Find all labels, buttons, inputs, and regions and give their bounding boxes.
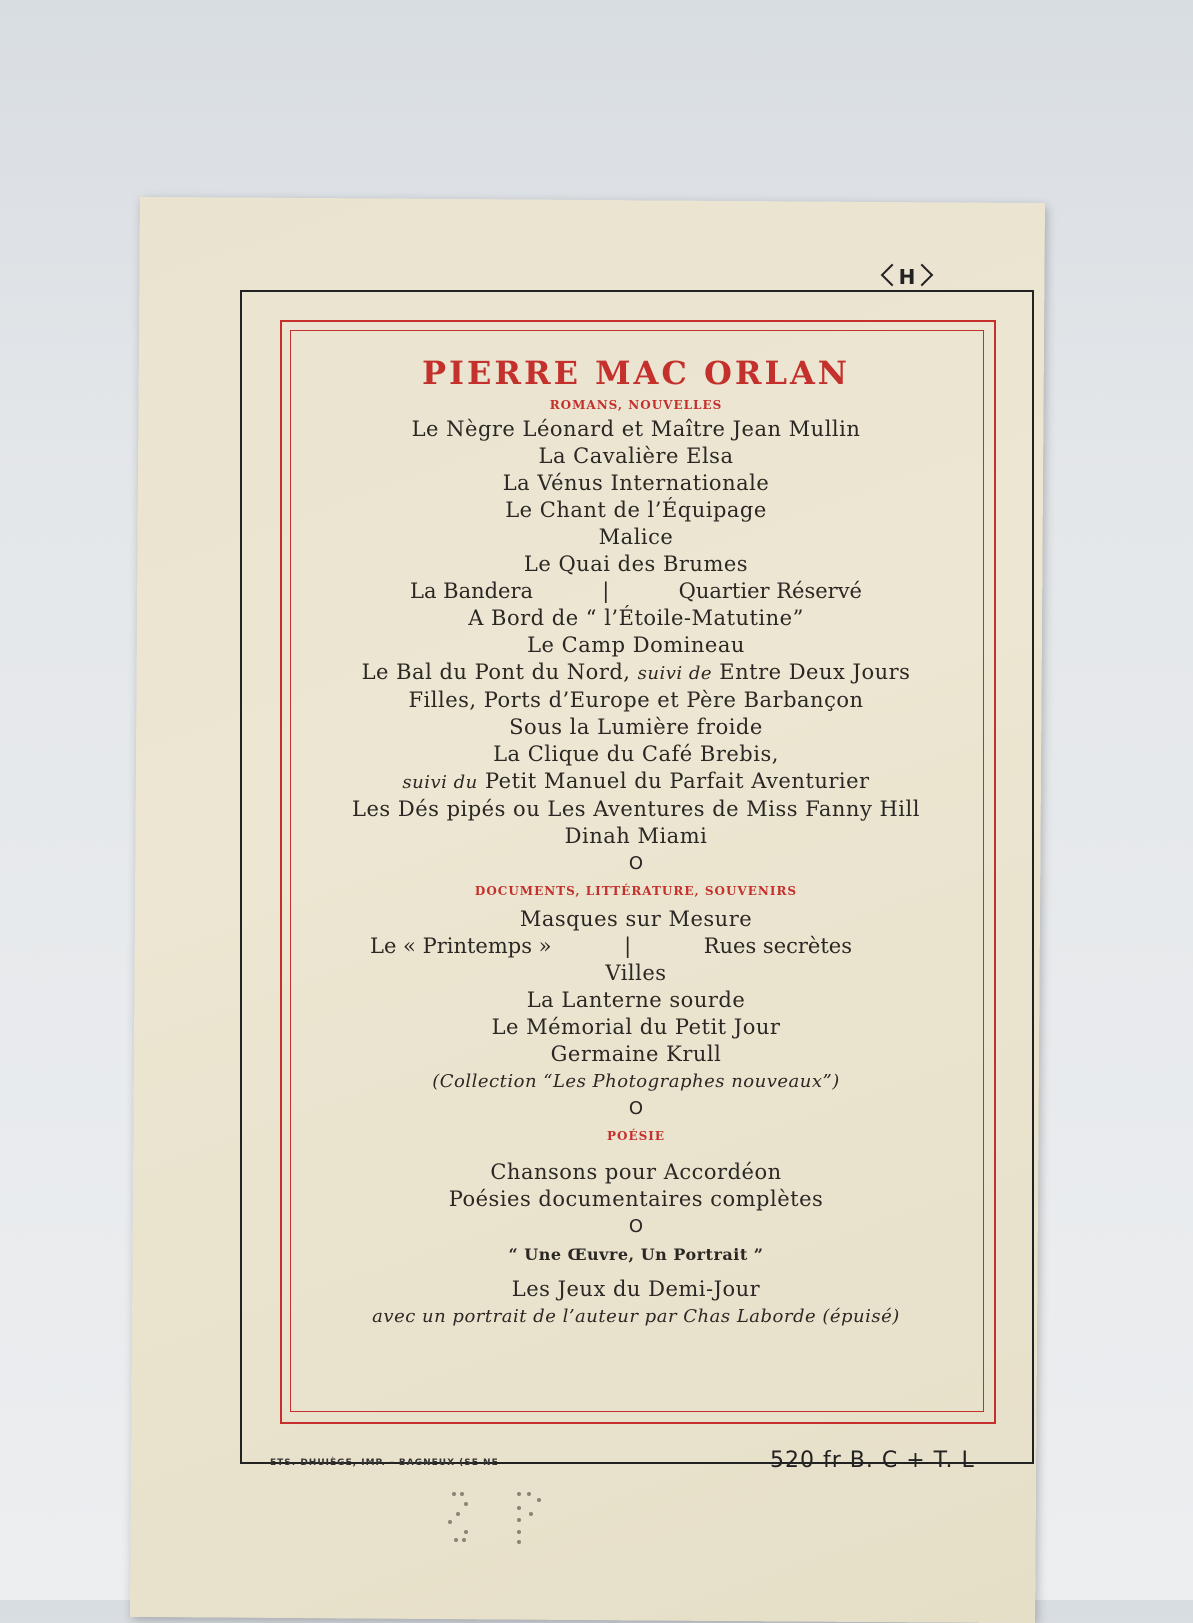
perforation-mark: [515, 1490, 545, 1550]
title-item: Masques sur Mesure: [519, 907, 753, 931]
title-item: La Vénus Internationale: [502, 471, 770, 495]
section-oeuvre: “ Une Œuvre, Un Portrait ”: [508, 1245, 764, 1264]
title-item: [290, 659, 982, 687]
title-item: Les Jeux du Demi-Jour: [511, 1277, 761, 1301]
pair-divider: |: [624, 934, 632, 958]
title-part: Petit Manuel du Parfait Aventurier: [484, 769, 870, 793]
title-item: Le Nègre Léonard et Maître Jean Mullin: [411, 417, 861, 441]
title-item: La Clique du Café Brebis,: [493, 742, 779, 766]
separator-circle: O: [628, 1098, 644, 1119]
title-item: Les Dés pipés ou Les Aventures de Miss Fanny Hill: [352, 797, 920, 821]
title-item: Germaine Krull: [550, 1042, 722, 1066]
printer-imprint: ETS. DHUIÈGE, IMP. - BAGNEUX (SE NE: [270, 1458, 499, 1468]
title-item: Villes: [605, 961, 667, 985]
title-item: La Bandera: [410, 579, 534, 603]
perforation-mark: [448, 1490, 478, 1550]
title-connector: suivi de: [637, 663, 713, 684]
separator-circle: O: [628, 1216, 644, 1237]
section-documents: DOCUMENTS, LITTÉRATURE, SOUVENIRS: [474, 884, 798, 898]
section-poesie: POÉSIE: [606, 1129, 666, 1143]
title-item: Le Camp Domineau: [527, 633, 745, 657]
title-pair: [290, 933, 982, 960]
title-item: Le « Printemps »: [370, 934, 552, 958]
title-item: Quartier Réservé: [678, 579, 862, 603]
title-item: La Lanterne sourde: [526, 988, 746, 1012]
title-part: Entre Deux Jours: [719, 660, 911, 684]
title-item: Filles, Ports d’Europe et Père Barbançon: [408, 688, 864, 712]
title-item: Le Chant de l’Équipage: [505, 498, 767, 522]
title-item: Rues secrètes: [703, 934, 852, 958]
title-item: Malice: [598, 525, 674, 549]
collection-note: (Collection “Les Photographes nouveaux”): [432, 1071, 840, 1092]
section-romans: ROMANS, NOUVELLES: [549, 398, 723, 412]
title-item: Dinah Miami: [564, 824, 708, 848]
separator-circle: O: [628, 853, 644, 874]
title-connector: suivi du: [402, 772, 478, 793]
title-item: Sous la Lumière froide: [509, 715, 763, 739]
title-item: Chansons pour Accordéon: [490, 1160, 782, 1184]
title-item: Poésies documentaires complètes: [448, 1187, 824, 1211]
title-part: Le Bal du Pont du Nord,: [361, 660, 631, 684]
portrait-note: avec un portrait de l’auteur par Chas Laborde (épuisé): [372, 1306, 900, 1327]
title-item: Le Mémorial du Petit Jour: [491, 1015, 781, 1039]
title-item: La Cavalière Elsa: [538, 444, 734, 468]
author-name: PIERRE MAC ORLAN: [421, 354, 851, 392]
title-item: [290, 768, 982, 796]
title-item: A Bord de “ l’Étoile-Matutine”: [468, 606, 804, 630]
catalog-content: [290, 348, 982, 1330]
publisher-logo-icon: H: [880, 262, 934, 292]
title-item: Le Quai des Brumes: [523, 552, 749, 576]
price-code: 520 fr B. C + T. L: [770, 1448, 975, 1473]
pair-divider: |: [602, 579, 610, 603]
title-pair: [290, 578, 982, 605]
